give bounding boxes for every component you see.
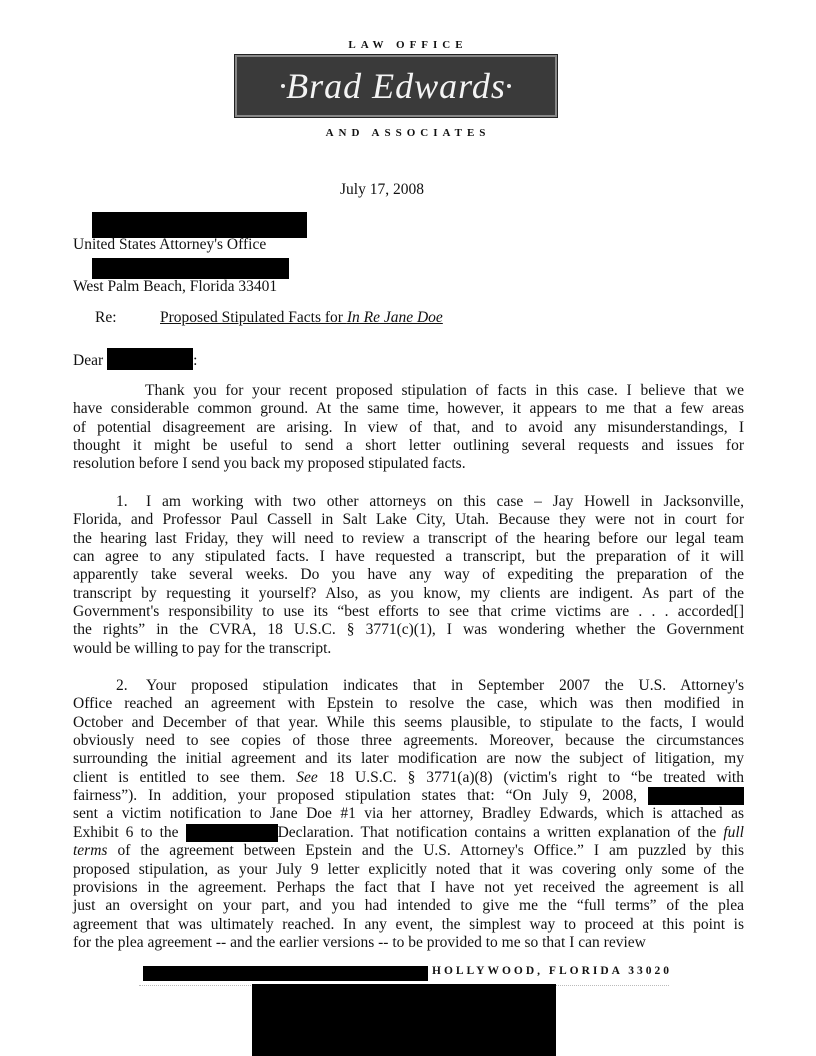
paragraph-line	[116, 493, 744, 511]
paragraph-line	[73, 897, 744, 915]
paragraph-line	[73, 437, 744, 455]
salutation-dear: Dear	[73, 352, 104, 369]
dot-ornament-icon	[507, 84, 511, 88]
text-segment: thought it might be useful to send a short letter outlining several requests and issues for	[73, 437, 744, 455]
footer-city: HOLLYWOOD, FLORIDA 33020	[432, 965, 672, 977]
text-segment: provisions in the agreement. Perhaps the fact that I have not yet received the agreement is all	[73, 878, 744, 896]
paragraph-line	[73, 769, 744, 787]
paragraph-line	[73, 861, 744, 879]
text-segment: 18 U.S.C. § 3771(a)(8) (victim's right to “be treated with	[317, 768, 744, 786]
text-segment: I am working with two other attorneys on this case – Jay Howell in Jacksonville,	[146, 493, 744, 510]
paragraph-line	[116, 677, 744, 695]
italic-text: See	[296, 768, 318, 786]
redaction-footer-address	[143, 966, 428, 981]
text-segment: Thank you for your recent proposed stipulation of facts in this case. I believe that we	[145, 382, 744, 399]
paragraph-line	[73, 824, 744, 842]
paragraph-line	[73, 455, 744, 473]
re-label: Re:	[95, 309, 117, 326]
text-segment: Exhibit 6 to the	[73, 823, 186, 841]
paragraph-line	[73, 916, 744, 934]
text-segment: can agree to any stipulated facts. I have requested a transcript, but the preparation of it will	[73, 548, 744, 566]
text-segment: obviously need to see copies of those three agreements. Moreover, because the circumstances	[73, 732, 744, 750]
paragraph-line	[73, 750, 744, 768]
recipient-office: United States Attorney's Office	[73, 236, 267, 253]
paragraph-line	[73, 603, 744, 621]
text-segment: agreement that was ultimately reached. In any event, the simplest way to proceed at this point is	[73, 915, 744, 933]
paragraph-line	[145, 382, 744, 400]
text-segment: would be willing to pay for the transcript.	[73, 639, 332, 657]
paragraph-line	[73, 621, 744, 639]
re-subject-case: In Re Jane Doe	[346, 309, 443, 326]
salutation-colon: :	[193, 352, 198, 369]
paragraph-line	[73, 419, 744, 437]
redaction-footer-contact	[252, 984, 556, 1056]
paragraph-line	[73, 566, 744, 584]
text-segment: Government's responsibility to use its “best efforts to see that crime victims are . . . accorded[]	[73, 603, 744, 621]
paragraph-line	[73, 511, 744, 529]
paragraph-line	[73, 530, 744, 548]
redaction-recipient-name	[92, 212, 307, 238]
text-segment: just an oversight on your part, and you had intended to give me the “full terms” of the plea	[73, 897, 744, 915]
text-segment: resolution before I send you back my proposed stipulated facts.	[73, 455, 466, 473]
italic-text: full	[723, 823, 744, 841]
paragraph-line	[73, 548, 744, 566]
letterhead-and-associates: AND ASSOCIATES	[325, 127, 491, 139]
paragraph-line	[73, 585, 744, 603]
text-segment: the rights” in the CVRA, 18 U.S.C. § 3771(c)(1), I was wondering whether the Government	[73, 621, 744, 639]
paragraph-line	[73, 805, 744, 823]
re-subject	[160, 309, 443, 327]
paragraph-line	[73, 695, 744, 713]
firm-logo	[235, 55, 557, 117]
text-segment: October and December of that year. While this seems plausible, to stipulate to the facts, I would	[73, 713, 744, 731]
logo-firm-name: Brad Edwards	[286, 66, 506, 106]
text-segment: sent a victim notification to Jane Doe #1 via her attorney, Bradley Edwards, which is attached as	[73, 805, 744, 823]
text-segment: have considerable common ground. At the same time, however, it appears to me that a few areas	[73, 400, 744, 418]
text-segment: client is entitled to see them.	[73, 768, 297, 786]
salutation	[73, 348, 197, 370]
recipient-city: West Palm Beach, Florida 33401	[73, 278, 278, 295]
re-subject-text: Proposed Stipulated Facts for	[160, 309, 347, 326]
paragraph-line	[73, 640, 744, 658]
italic-text: terms	[73, 842, 108, 860]
paragraph-line	[73, 400, 744, 418]
paragraph-number: 1.	[116, 493, 128, 510]
text-segment: Your proposed stipulation indicates that in September 2007 the U.S. Attorney's	[146, 677, 744, 694]
text-segment: transcript by requesting it yourself? Also, as you know, my clients are indigent. As part of the	[73, 584, 744, 602]
text-segment: fairness”). In addition, your proposed stipulation states that: “On July 9, 2008,	[73, 787, 648, 805]
dot-ornament-icon	[281, 84, 285, 88]
paragraph-line	[73, 842, 744, 860]
text-segment: for the plea agreement -- and the earlier versions -- to be provided to me so that I can review	[73, 933, 646, 951]
text-segment: the hearing last Friday, they will need to review a transcript of the hearing before our legal team	[73, 529, 744, 547]
redaction	[186, 824, 278, 842]
redaction-recipient-address	[92, 258, 289, 279]
text-segment: of potential disagreement are arising. In view of that, and to avoid any misunderstandings, I	[73, 418, 744, 436]
text-segment: Office reached an agreement with Epstein to resolve the case, which was then modified in	[73, 695, 744, 713]
text-segment: surrounding the initial agreement and its later modification are now the subject of litigation, my	[73, 750, 744, 768]
text-segment: of the agreement between Epstein and the U.S. Attorney's Office.” I am puzzled by this	[107, 842, 744, 860]
letterhead-law-office: LAW OFFICE	[348, 39, 468, 51]
paragraph-line	[73, 879, 744, 897]
text-segment: Florida, and Professor Paul Cassell in Salt Lake City, Utah. Because they were not in court for	[73, 511, 744, 529]
paragraph-line	[73, 732, 744, 750]
paragraph-number: 2.	[116, 677, 128, 694]
redaction-salutation-name	[107, 348, 193, 370]
text-segment: Declaration. That notification contains a written explanation of the	[277, 823, 724, 841]
redaction	[648, 787, 744, 805]
text-segment: apparently take several weeks. Do you have any way of expediting the preparation of the	[73, 566, 744, 584]
paragraph-line	[73, 934, 744, 952]
letter-date: July 17, 2008	[340, 181, 424, 198]
paragraph-line	[73, 787, 744, 805]
text-segment: proposed stipulation, as your July 9 letter explicitly noted that it was covering only some of the	[73, 860, 744, 878]
paragraph-line	[73, 714, 744, 732]
